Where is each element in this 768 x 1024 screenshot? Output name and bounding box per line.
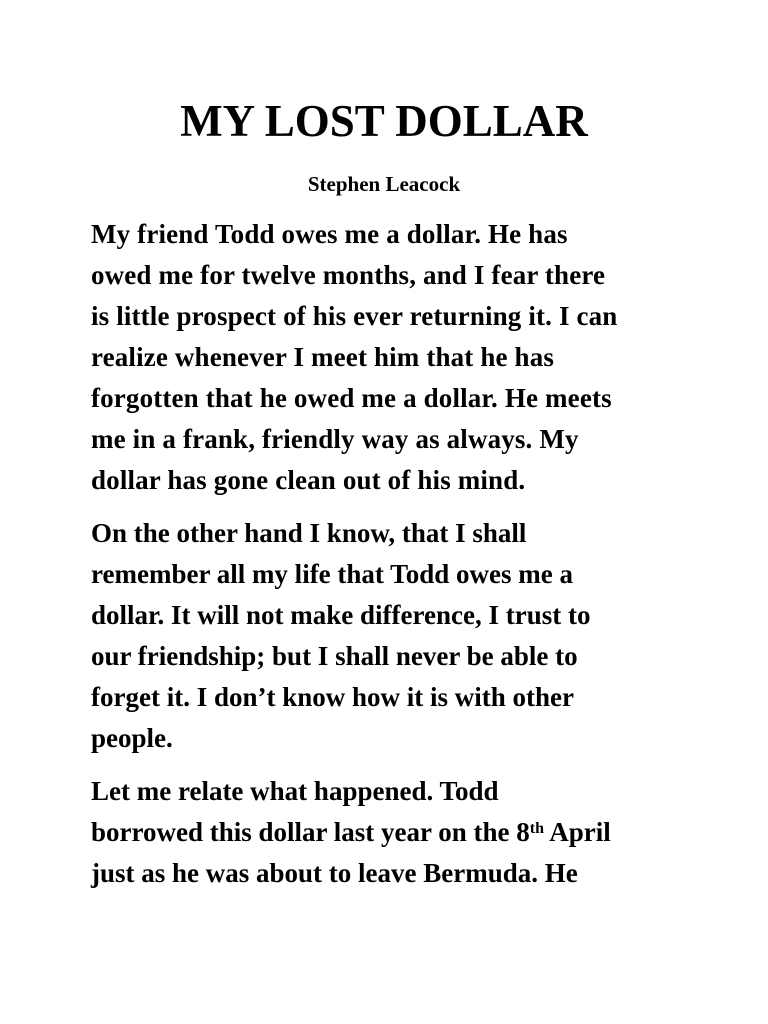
text-line: dollar has gone clean out of his mind. (91, 465, 526, 495)
text-line: forget it. I don’t know how it is with other (91, 682, 574, 712)
document-author: Stephen Leacock (307, 172, 461, 196)
ordinal-superscript: th (529, 820, 544, 837)
text-line: remember all my life that Todd owes me a (91, 559, 573, 589)
text-line: My friend Todd owes me a dollar. He has (91, 219, 568, 249)
text-line: me in a frank, friendly way as always. My (91, 424, 579, 454)
text-line: just as he was about to leave Bermuda. He (91, 858, 578, 888)
text-line: forgotten that he owed me a dollar. He meets (91, 383, 612, 413)
document-title: MY LOST DOLLAR (180, 96, 588, 146)
text-line: people. (91, 723, 173, 753)
text-line-with-superscript (91, 812, 691, 853)
text-line: On the other hand I know, that I shall (91, 518, 527, 548)
text-line: dollar. It will not make difference, I trust to (91, 600, 591, 630)
paragraph-3 (91, 771, 691, 894)
text-line: our friendship; but I shall never be able to (91, 641, 578, 671)
line-text-after: April (544, 817, 611, 847)
text-line: Let me relate what happened. Todd (91, 776, 499, 806)
paragraph-2 (91, 513, 691, 759)
text-line: owed me for twelve months, and I fear there (91, 260, 606, 290)
text-line: realize whenever I meet him that he has (91, 342, 555, 372)
line-text-before: borrowed this dollar last year on the 8 (91, 817, 530, 847)
document-body (91, 214, 691, 906)
text-line: is little prospect of his ever returning it. I can (91, 301, 618, 331)
paragraph-1 (91, 214, 691, 501)
